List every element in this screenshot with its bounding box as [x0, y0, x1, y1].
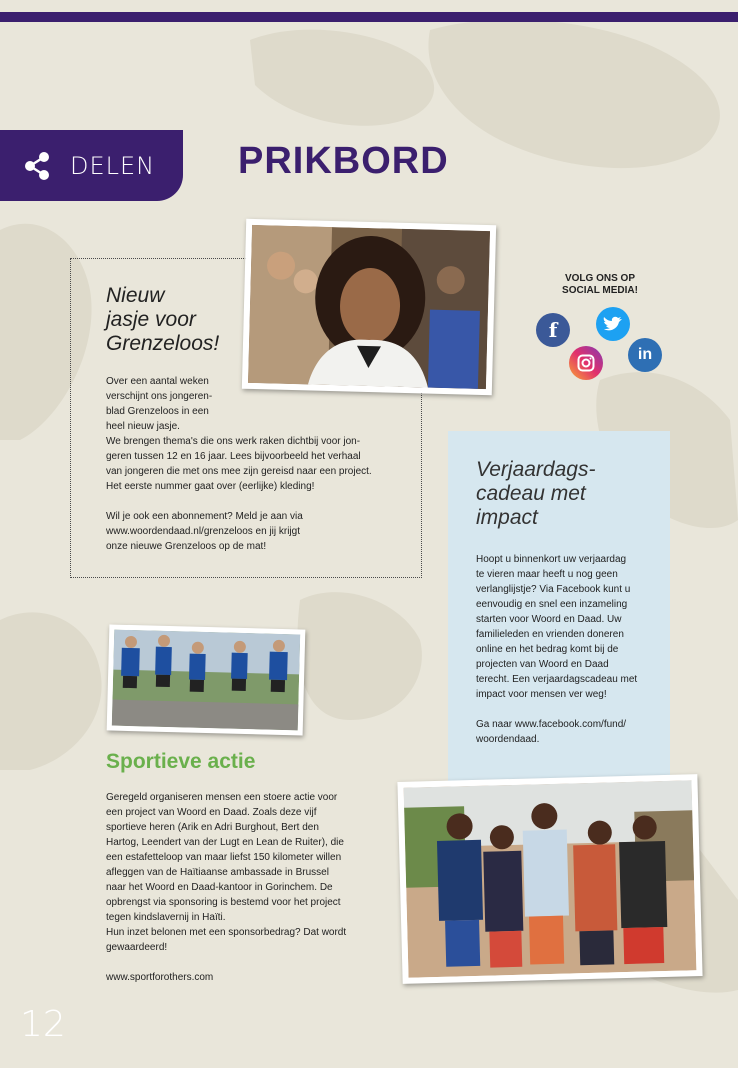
text-line: geren tussen 12 en 16 jaar. Lees bijvoorbeeld het verhaal [106, 451, 361, 462]
text-line: een project van Woord en Daad. Zoals deze vijf [106, 807, 317, 818]
woman-photo [248, 225, 490, 389]
heading-line: jasje voor [106, 308, 196, 332]
text-line: onze nieuwe Grenzeloos op de mat! [106, 541, 267, 552]
share-label: DELEN [70, 151, 156, 180]
text-line: terecht. Een verjaardagscadeau met [476, 674, 638, 685]
sport-body [106, 790, 376, 985]
heading-line: cadeau met [476, 482, 586, 506]
text-line: verschijnt ons jongeren- [106, 391, 213, 402]
text-line: sportieve heren (Arik en Adri Burghout, Bert den [106, 822, 319, 833]
text-line: Hartog, Leendert van der Lugt en Lean de Ruiter), die [106, 837, 344, 848]
text-line: impact voor mensen ver weg! [476, 689, 607, 700]
kids-photo [404, 780, 697, 977]
text-line: afleggen van de Haïtiaanse ambassade in Brussel [106, 867, 329, 878]
text-line: opbrengst via sponsoring is bestemd voor het project [106, 897, 341, 908]
heading-line: impact [476, 506, 538, 530]
sport-heading: Sportieve actie [106, 750, 256, 773]
top-bar [0, 12, 738, 22]
text-line: van jongeren die met ons mee zijn gereisd naar een project. [106, 466, 372, 477]
page-title: PRIKBORD [238, 140, 449, 182]
linkedin-icon[interactable]: in [628, 338, 662, 372]
twitter-icon[interactable] [596, 307, 630, 341]
text-line: Hun inzet belonen met een sponsorbedrag? Dat wordt [106, 927, 347, 938]
text-line: starten voor Woord en Daad. Uw [476, 614, 622, 625]
instagram-icon[interactable] [569, 346, 603, 380]
heading-line: Grenzeloos! [106, 332, 220, 356]
sport-url[interactable]: www.sportforothers.com [106, 972, 214, 983]
page-number: 12 [20, 1004, 66, 1045]
text-line: familieleden en vrienden doneren [476, 629, 624, 640]
text-line: naar het Woord en Daad-kantoor in Gorinchem. De [106, 882, 333, 893]
text-line: www.woordendaad.nl/grenzeloos en jij krijgt [106, 526, 300, 537]
text-line: We brengen thema's die ons werk raken dichtbij voor jon- [106, 436, 361, 447]
heading-line: Verjaardags- [476, 458, 596, 481]
social-title-line: SOCIAL MEDIA! [562, 285, 638, 296]
grenzeloos-heading [106, 284, 219, 356]
runners-photo [112, 630, 300, 731]
text-line: eenvoudig en snel een inzameling [476, 599, 628, 610]
text-line: Ga naar www.facebook.com/fund/ [476, 719, 627, 730]
grenzeloos-body [106, 374, 406, 554]
text-line: blad Grenzeloos in een [106, 406, 209, 417]
photo-runners-frame [107, 624, 306, 735]
social-title-line: VOLG ONS OP [564, 273, 635, 284]
text-line: woordendaad. [476, 734, 540, 745]
social-title [540, 273, 660, 297]
text-line: verlanglijstje? Via Facebook kunt u [476, 584, 631, 595]
text-line: gewaardeerd! [106, 942, 168, 953]
text-line: Hoopt u binnenkort uw verjaardag [476, 554, 627, 565]
share-icon [22, 151, 52, 181]
text-line: online en het bedrag komt bij de [476, 644, 619, 655]
share-button[interactable] [0, 130, 183, 201]
text-line: een estafetteloop van maar liefst 150 kilometer willen [106, 852, 342, 863]
text-line: tegen kindslavernij in Haïti. [106, 912, 226, 923]
text-line: Over een aantal weken [106, 376, 209, 387]
facebook-icon[interactable]: f [536, 313, 570, 347]
birthday-body [476, 552, 656, 747]
text-line: te vieren maar heeft u nog geen [476, 569, 618, 580]
birthday-heading [476, 458, 595, 530]
text-line: Geregeld organiseren mensen een stoere actie voor [106, 792, 338, 803]
heading-line: Nieuw [106, 284, 165, 307]
photo-woman-frame [242, 219, 496, 395]
text-line: Het eerste nummer gaat over (eerlijke) kleding! [106, 481, 315, 492]
text-line: heel nieuw jasje. [106, 421, 180, 432]
text-line: projecten van Woord en Daad [476, 659, 609, 670]
photo-kids-frame [397, 774, 702, 984]
text-line: Wil je ook een abonnement? Meld je aan via [106, 511, 303, 522]
